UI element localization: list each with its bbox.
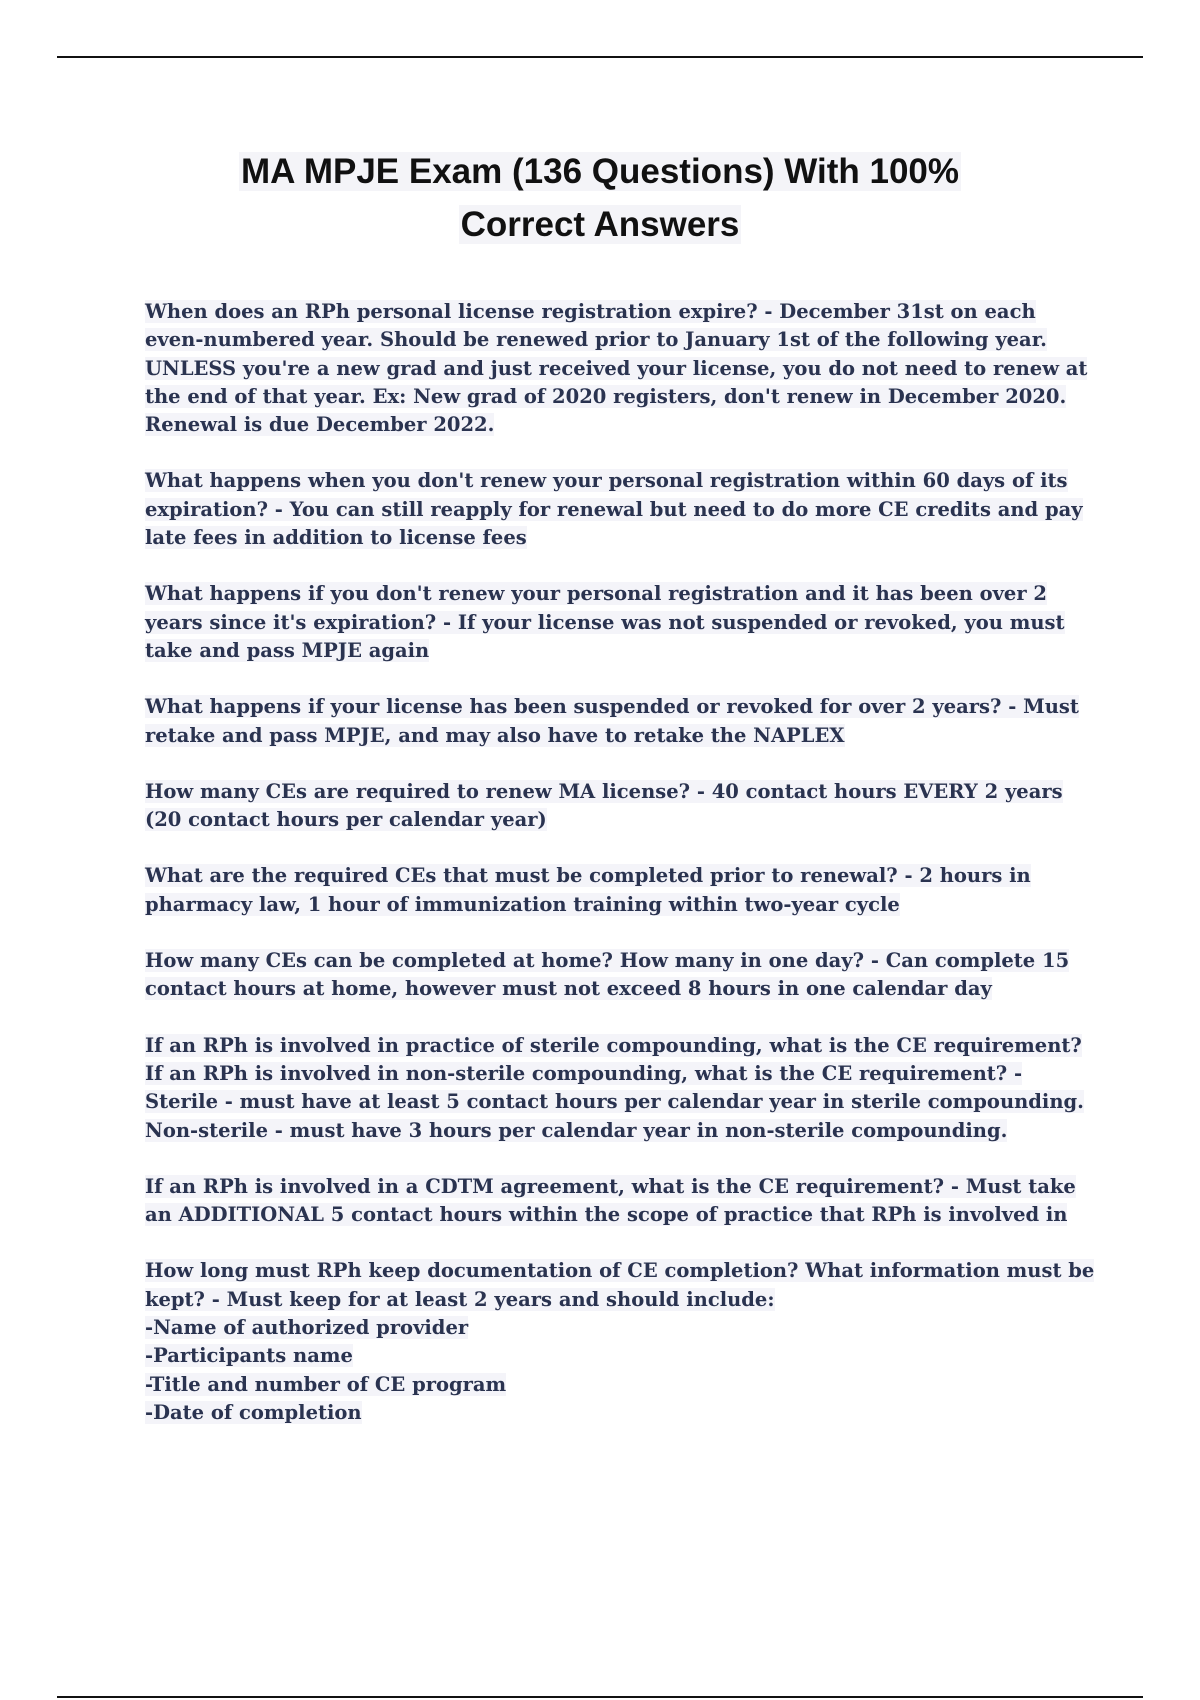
list-item: -Participants name (145, 1344, 353, 1368)
list-item: -Name of authorized provider (145, 1316, 469, 1340)
list-item: -Date of completion (145, 1400, 362, 1424)
qa-item: How many CEs are required to renew MA license? - 40 contact hours EVERY 2 years (20 contact hours per calendar year) (145, 779, 1063, 832)
qa-item: What happens if you don't renew your personal registration and it has been over 2 years since it's expiration? - If your license was not suspended or revoked, you must take and pass MPJE again (145, 582, 1065, 662)
qa-item-with-list (145, 1257, 1095, 1427)
qa-item: What happens if your license has been suspended or revoked for over 2 years? - Must retake and pass MPJE, and may also have to retake the NAPLEX (145, 695, 1079, 747)
qa-item: How many CEs can be completed at home? How many in one day? - Can complete 15 contact hours at home, however must not exceed 8 hours in one calendar day (145, 949, 1070, 1001)
qa-item: If an RPh is involved in practice of sterile compounding, what is the CE requirement? If an RPh is involved in non-sterile compounding, what is the CE requirement? - Sterile - must have at least 5 contact hours per calendar year in sterile compounding. Non-sterile - must have 3 hours per calendar year in non-sterile compounding. (145, 1033, 1084, 1142)
document-title (100, 145, 1100, 251)
qa-item: What happens when you don't renew your personal registration within 60 days of its expiration? - You can still reapply for renewal but need to do more CE credits and pay late fees in addition to license fees (145, 469, 1083, 550)
qa-item: What are the required CEs that must be completed prior to renewal? - 2 hours in pharmacy law, 1 hour of immunization training within two-year cycle (145, 864, 1031, 916)
title-line-2: Correct Answers (460, 205, 740, 244)
list-item: -Title and number of CE program (145, 1372, 507, 1396)
qa-item: When does an RPh personal license registration expire? - December 31st on each even-numbered year. Should be renewed prior to January 1st of the following year. UNLESS you're a new grad and just received your license, you do not need to renew at the end of that year. Ex: New grad of 2020 registers, don't renew in December 2020. Renewal is due December 2022. (145, 300, 1088, 437)
qa-content (145, 298, 1095, 1455)
title-line-1: MA MPJE Exam (136 Questions) With 100% (240, 152, 960, 191)
qa-item: If an RPh is involved in a CDTM agreement, what is the CE requirement? - Must take an ADDITIONAL 5 contact hours within the scope of practice that RPh is involved in (145, 1174, 1076, 1227)
qa-item-intro: How long must RPh keep documentation of CE completion? What information must be kept? - Must keep for at least 2 years and should include: (145, 1259, 1095, 1311)
header-rule (57, 56, 1143, 58)
footer-rule (57, 1696, 1143, 1698)
ce-documentation-list (145, 1314, 1095, 1427)
